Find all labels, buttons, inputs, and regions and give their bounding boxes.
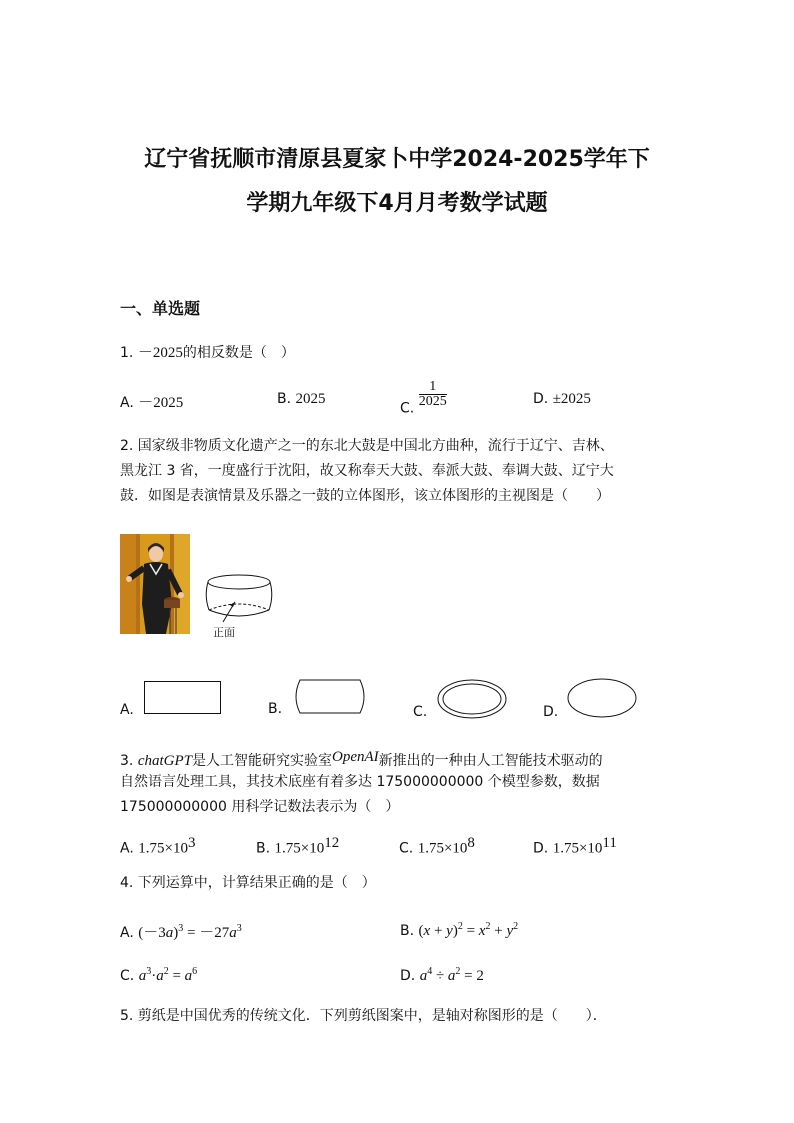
q1-option-d: D. ±2025 [533,391,591,407]
q3-option-c: C. $1.75\times 10^8$ [399,835,475,857]
q4-option-d: D. $a^4 \div a^2 = 2$ [400,966,484,984]
drum-front-label: 正面 [213,626,235,639]
q1-option-c: C. $\frac{1}{2025}$ [400,379,447,417]
q5-text: 5. 剪纸是中国优秀的传统文化．下列剪纸图案中，是轴对称图形的是（ ）． [120,1008,607,1024]
q2-option-b-barrel [290,678,370,716]
q2-option-a-label: A. [120,702,134,718]
q3-line-2: 自然语言处理工具，其技术底座有着多达 175000000000 个模型参数，数据 [120,774,600,790]
q2-line-2: 黑龙江 3 省，一度盛行于沈阳，故又称奉天大鼓、奉派大鼓、奉调大鼓、辽宁大 [120,463,614,479]
q2-option-c-double-ellipse [436,678,508,720]
q4-option-c: C. $a^3\cdot a^2 = a^6$ [120,966,198,984]
q3-line-1: 3. chatGPT是人工智能研究实验室OpenAI新推出的一种由人工智能技术驱动的 [120,749,603,769]
q1-math: －2025 [137,345,183,361]
question-1 [120,341,295,365]
performer-photo [120,534,190,634]
q2-option-c-label: C. [413,704,428,720]
q2-option-b-label: B. [268,701,283,717]
q3-chatgpt: chatGPT [137,753,192,769]
q3-line-3: 175000000000 用科学记数法表示为（ ） [120,799,400,815]
q1-option-b: B. 2025 [277,391,326,407]
q4-option-a: A. $(-3a)^3 = -27a^3$ [120,923,242,941]
q3-option-d: D. $1.75\times 10^{11}$ [533,835,617,857]
q2-line-3: 鼓．如图是表演情景及乐器之一鼓的立体图形，该立体图形的主视图是（ ） [120,488,610,504]
q2-line-1: 2. 国家级非物质文化遗产之一的东北大鼓是中国北方曲种，流行于辽宁、吉林、 [120,438,614,454]
q2-option-d-label: D. [543,704,559,720]
title-line-1: 辽宁省抚顺市清原县夏家卜中学2024-2025学年下 [144,147,650,172]
title-line-2: 学期九年级下4月月考数学试题 [246,191,548,216]
q1-text: 的相反数是（ ） [182,345,295,361]
q3-option-a: A. $1.75\times 10^3$ [120,835,196,857]
q3-option-b: B. $1.75\times 10^{12}$ [256,835,340,857]
q3-openai: OpenAI [331,749,379,765]
q2-option-d-ellipse [566,677,638,719]
q1-option-a: A. －2025 [120,395,184,411]
q2-option-a-rectangle [143,680,223,716]
q4-text: 4. 下列运算中，计算结果正确的是（ ） [120,875,376,891]
fraction: $\frac{1}{2025}$ [418,379,447,409]
q4-option-b: B. $(x + y)^2 = x^2 + y^2$ [400,921,519,939]
q1-number: 1. [120,345,134,361]
section-heading: 一、单选题 [120,299,201,318]
